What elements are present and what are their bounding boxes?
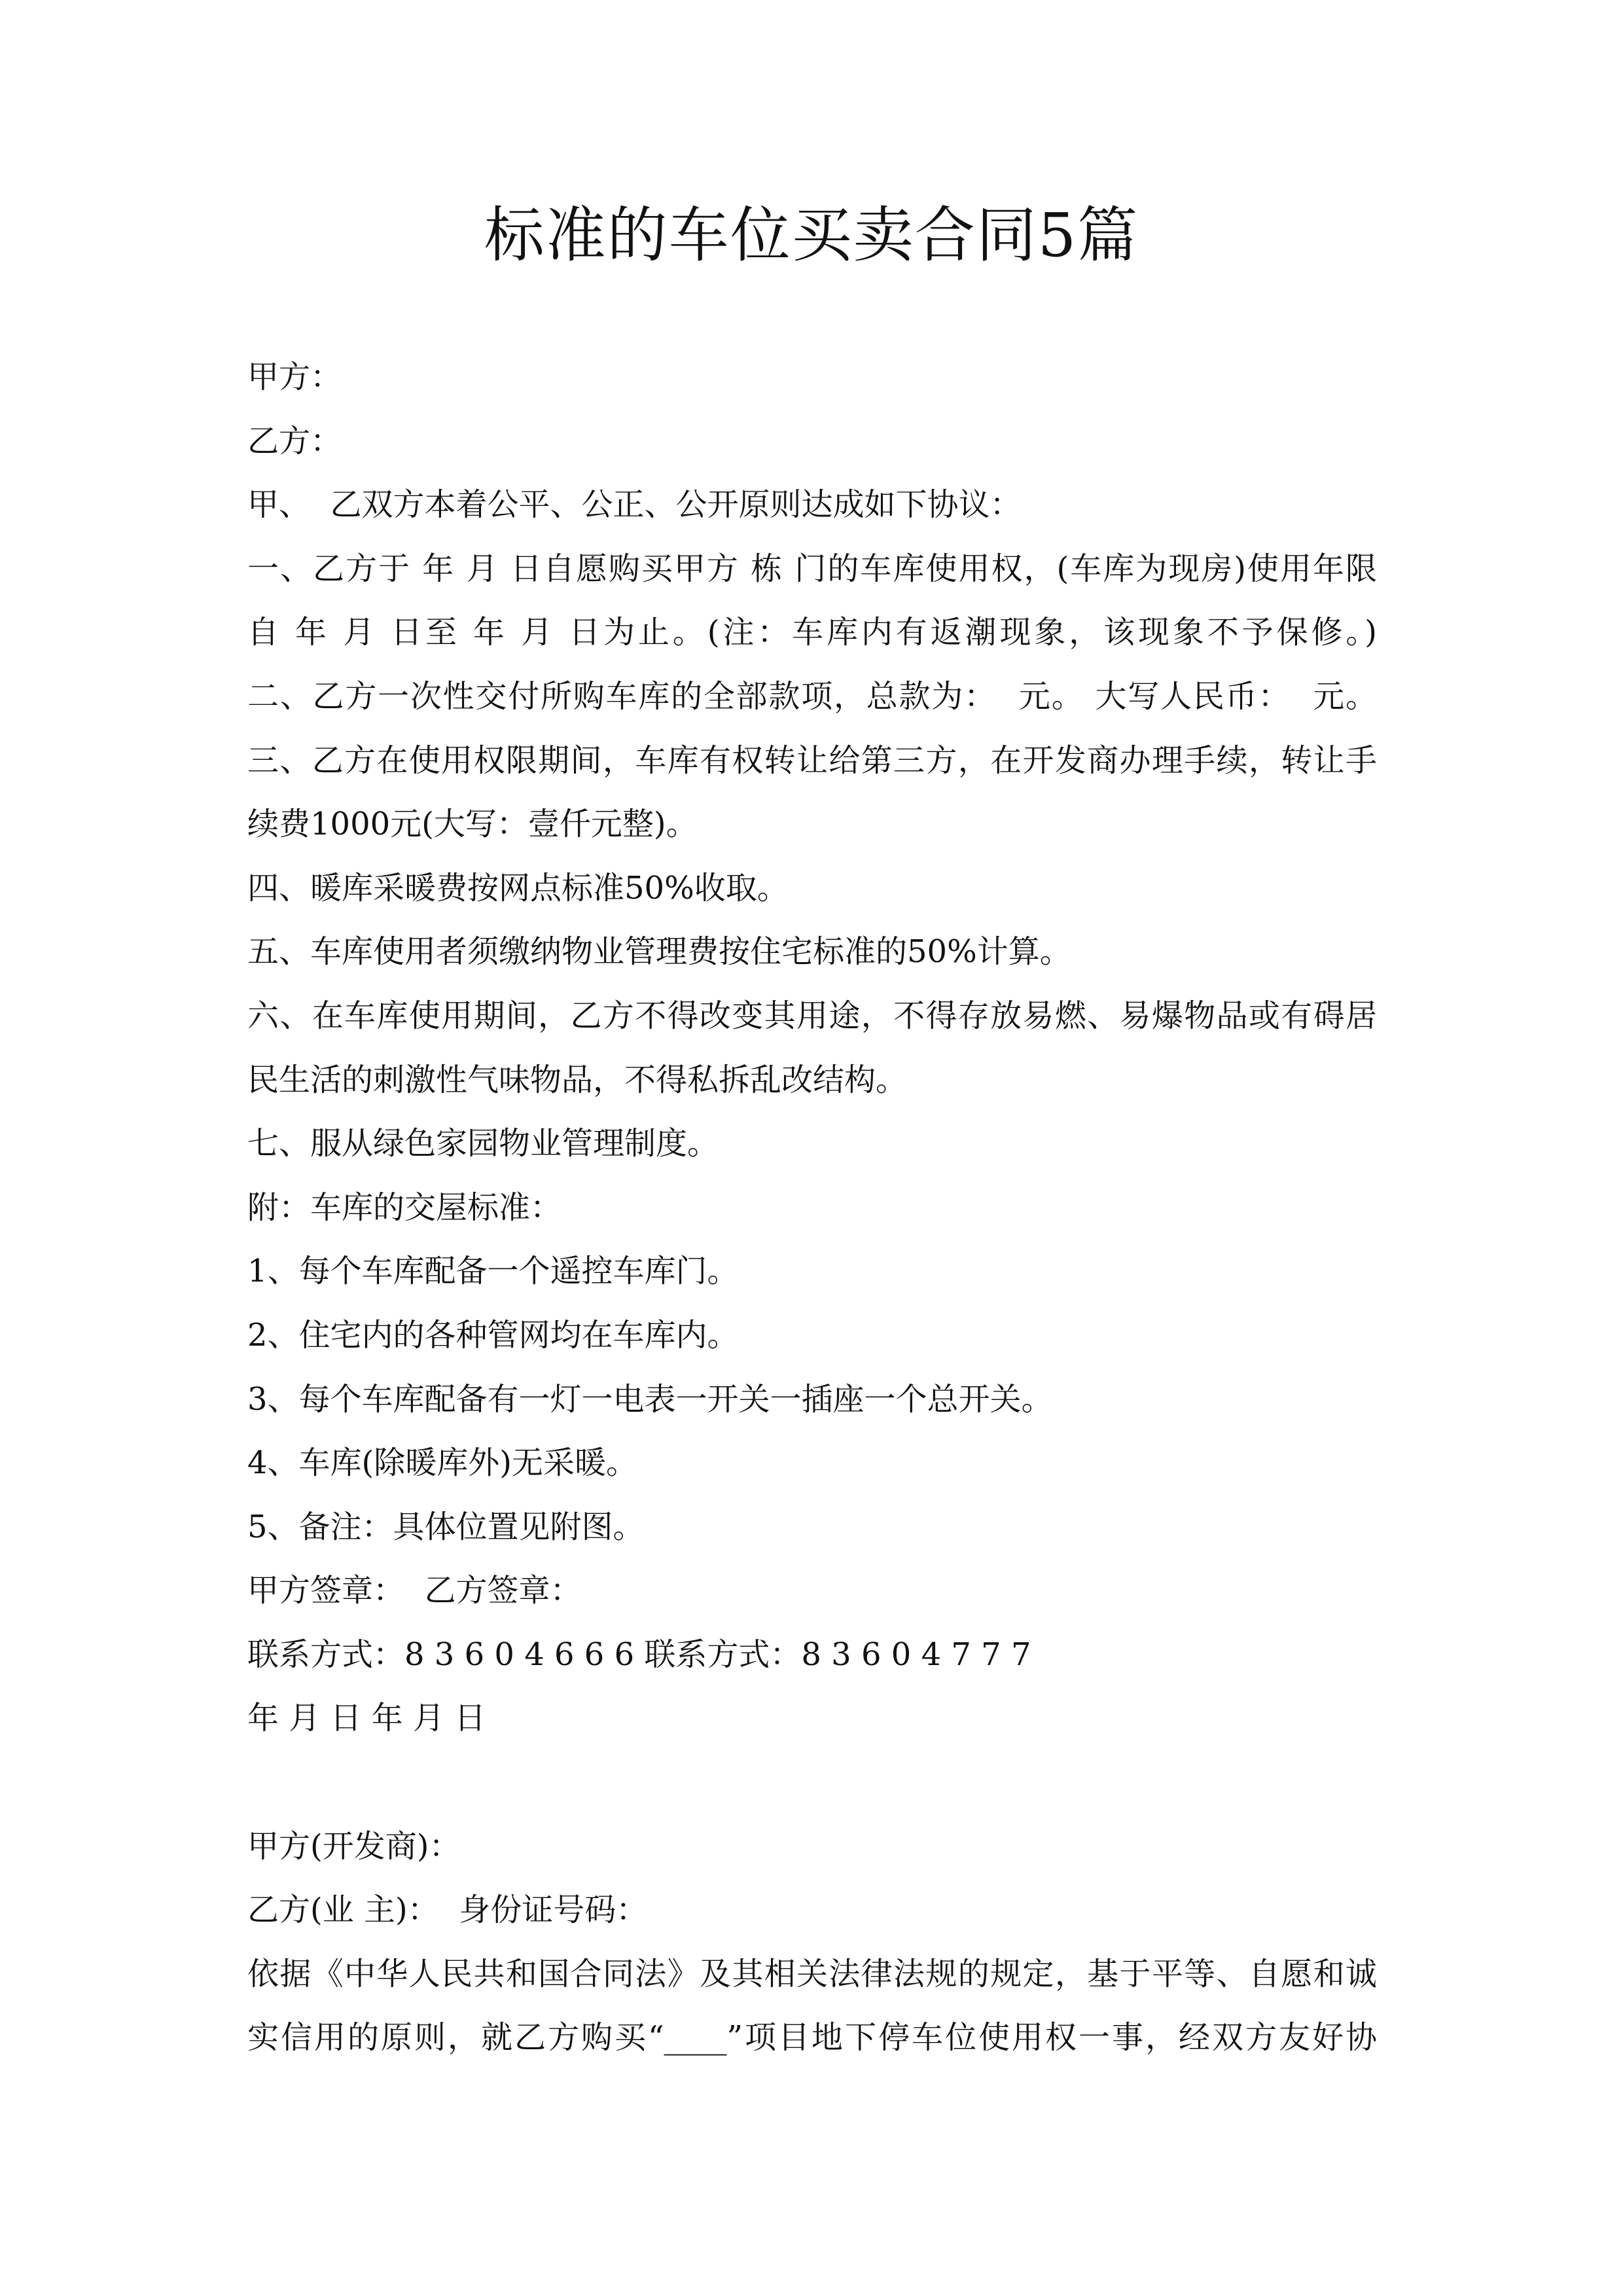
text-line: 联系方式：8 3 6 0 4 6 6 6 联系方式：8 3 6 0 4 7 7 7 <box>247 1636 1031 1673</box>
text-line: 自 年 月 日至 年 月 日为止。(注：车库内有返潮现象，该现象不予保修。) <box>247 614 1377 651</box>
text-line: 5、备注：具体位置见附图。 <box>247 1508 645 1545</box>
text-line: 六、在车库使用期间，乙方不得改变其用途，不得存放易燃、易爆物品或有碍居 <box>247 997 1377 1034</box>
document-title: 标准的车位买卖合同5篇 <box>484 200 1139 270</box>
text-line: 续费1000元(大写：壹仟元整)。 <box>247 806 698 843</box>
blank-line <box>247 1751 1377 1815</box>
document-body <box>247 346 1377 2070</box>
text-line: 乙方(业 主)： 身份证号码： <box>247 1892 648 1929</box>
text-line: 附：车库的交屋标准： <box>247 1189 562 1226</box>
text-line: 依据《中华人民共和国合同法》及其相关法律法规的规定，基于平等、自愿和诚 <box>247 1955 1377 1992</box>
text-line: 一、乙方于 年 月 日自愿购买甲方 栋 门的车库使用权，(车库为现房)使用年限 <box>247 550 1377 587</box>
text-line: 二、乙方一次性交付所购车库的全部款项，总款为： 元。 大写人民币： 元。 <box>247 677 1377 715</box>
text-line: 甲方(开发商)： <box>247 1827 461 1865</box>
text-line: 甲方： <box>247 359 342 395</box>
text-line: 五、车库使用者须缴纳物业管理费按住宅标准的50%计算。 <box>247 933 1071 971</box>
text-line: 乙方： <box>247 422 342 459</box>
text-line: 3、每个车库配备有一灯一电表一开关一插座一个总开关。 <box>247 1380 1053 1418</box>
text-line: 甲方签章： 乙方签章： <box>247 1572 582 1609</box>
text-line: 年 月 日 年 月 日 <box>247 1700 486 1737</box>
text-line: 甲、 乙双方本着公平、公正、公开原则达成如下协议： <box>247 486 1022 524</box>
text-line: 2、住宅内的各种管网均在车库内。 <box>247 1316 739 1354</box>
text-line: 1、每个车库配备一个遥控车库门。 <box>247 1253 739 1290</box>
text-line: 民生活的刺激性气味物品，不得私拆乱改结构。 <box>247 1061 908 1098</box>
text-line: 七、服从绿色家园物业管理制度。 <box>247 1125 719 1162</box>
text-line: 实信用的原则，就乙方购买“____”项目地下停车位使用权一事，经双方友好协 <box>247 2019 1377 2056</box>
text-line: 三、乙方在使用权限期间，车库有权转让给第三方，在开发商办理手续，转让手 <box>247 742 1377 779</box>
text-line: 4、车库(除暖库外)无采暖。 <box>247 1444 637 1482</box>
text-line: 四、暖库采暖费按网点标准50%收取。 <box>247 869 789 906</box>
